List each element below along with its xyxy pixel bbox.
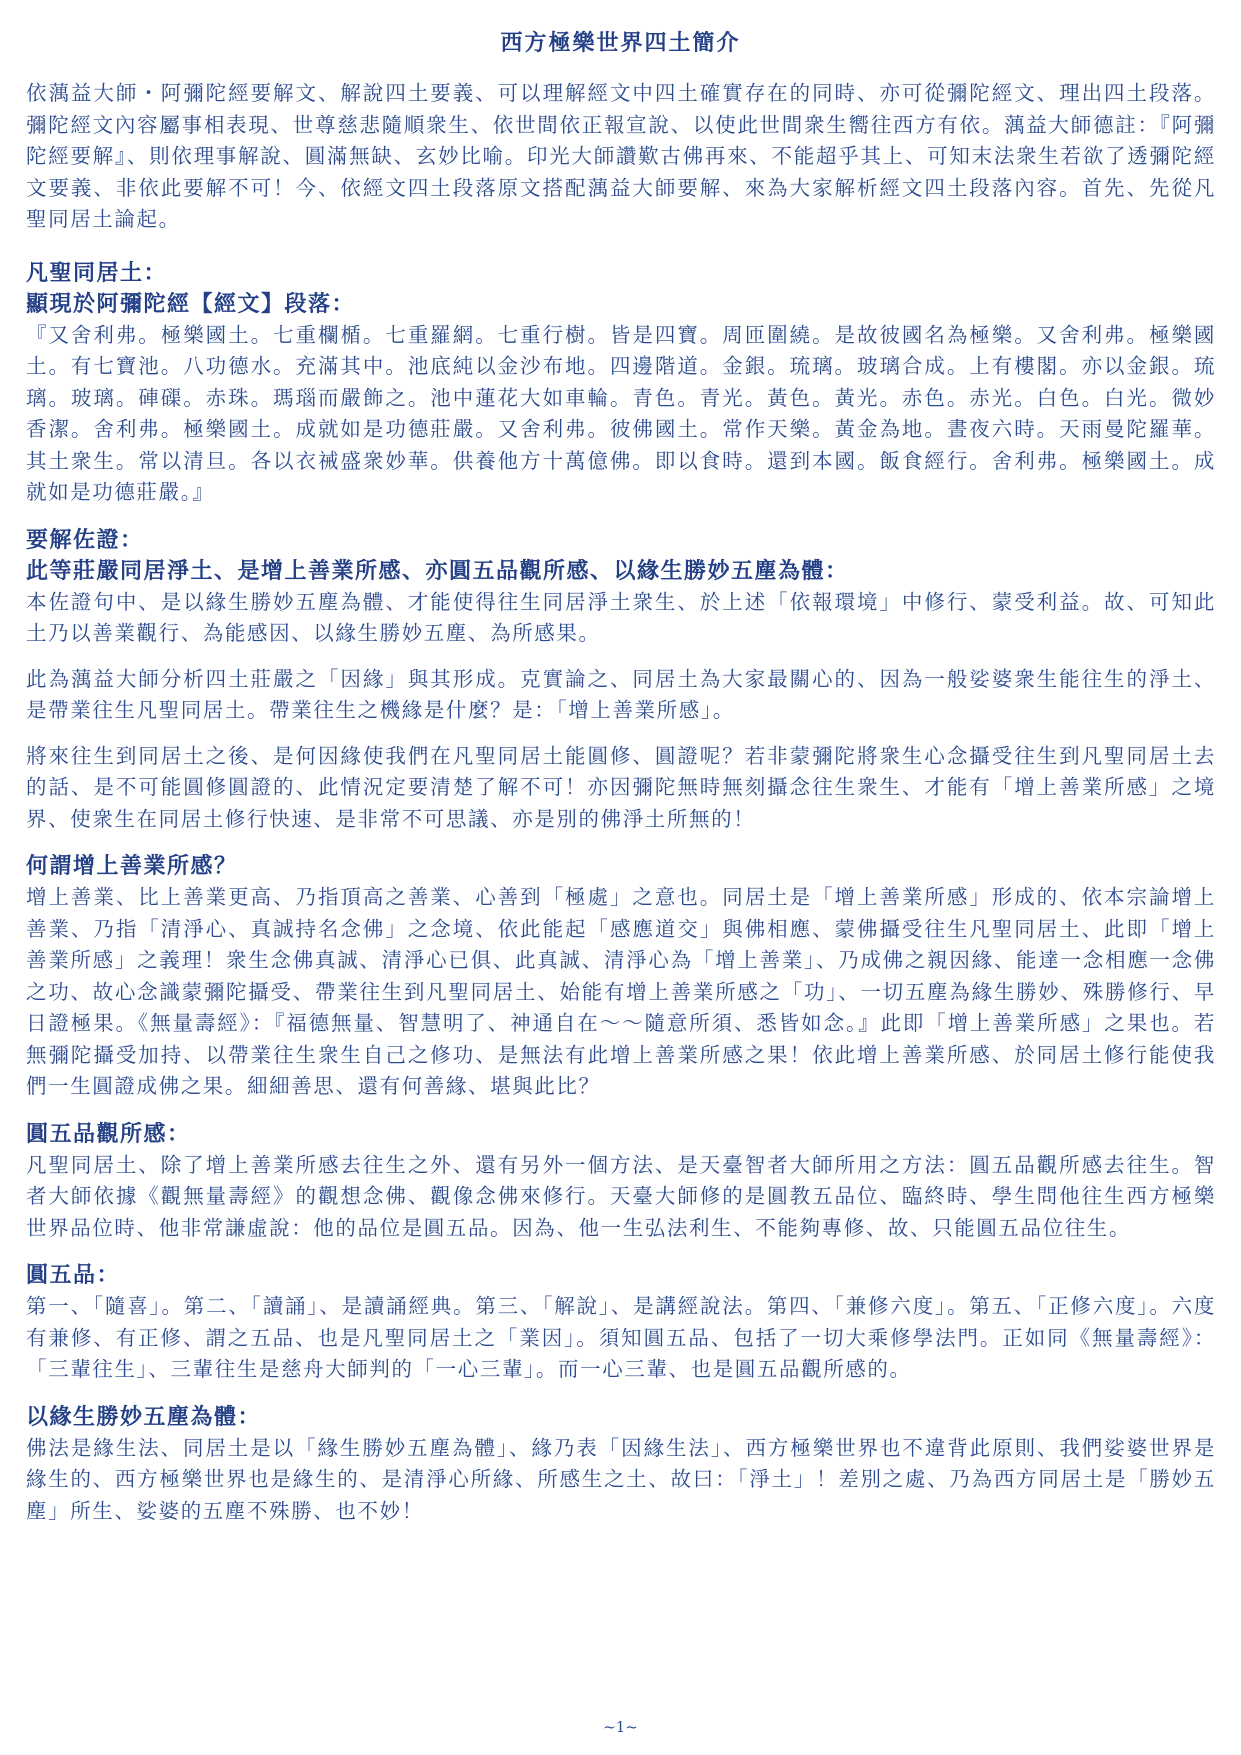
sutra-paragraph: 『又舍利弗。極樂國土。七重欄楯。七重羅網。七重行樹。皆是四寶。周匝圍繞。是故彼國名為極樂。又舍利弗。極樂國土。有七寶池。八功德水。充滿其中。池底純以金沙布地。四邊階道。金銀。琉璃。玻璃合成。上有樓閣。亦以金銀。琉璃。玻璃。硨磲。赤珠。瑪瑙而嚴飾之。池中蓮花大如車輪。青色。青光。黃色。黃光。赤色。赤光。白色。白光。微妙香潔。舍利弗。極樂國土。成就如是功德莊嚴。又舍利弗。彼佛國土。常作天樂。黃金為地。晝夜六時。天雨曼陀羅華。其土衆生。常以清旦。各以衣祴盛衆妙華。供養他方十萬億佛。即以食時。還到本國。飯食經行。舍利弗。極樂國土。成就如是功德莊嚴。』	[26, 322, 1216, 504]
spacer	[26, 727, 1216, 741]
yaojie-paragraph-3: 將來往生到同居土之後、是何因緣使我們在凡聖同居土能圓修、圓證呢？若非蒙彌陀將衆生心念攝受往生到凡聖同居土去的話、是不可能圓修圓證的、此情況定要清楚了解不可！亦因彌陀無時無刻攝念往生衆生、才能有「增上善業所感」之境界、使衆生在同居土修行快速、是非常不可思議、亦是別的佛淨土所無的！	[26, 743, 1216, 831]
spacer	[26, 650, 1216, 664]
section-heading-wuchen: 以緣生勝妙五塵為體：	[26, 1403, 262, 1430]
wupin-guan-paragraph: 凡聖同居土、除了增上善業所感去往生之外、還有另外一個方法、是天臺智者大師所用之方法：圓五品觀所感去往生。智者大師依據《觀無量壽經》的觀想念佛、觀像念佛來修行。天臺大師修的是圓教五品位、臨終時、學生問他往生西方極樂世界品位時、他非常謙虛說：他的品位是圓五品。因為、他一生弘法利生、不能夠專修、故、只能圓五品位往生。	[26, 1152, 1216, 1240]
page-title: 西方極樂世界四土簡介	[500, 30, 741, 56]
spacer	[26, 1244, 1216, 1260]
zengshang-paragraph: 增上善業、比上善業更高、乃指頂高之善業、心善到「極處」之意也。同居土是「增上善業所感」形成的、依本宗論增上善業、乃指「清淨心、真誠持名念佛」之念境、依此能起「感應道交」與佛相應、蒙佛攝受往生凡聖同居土、此即「增上善業所感」之義理！衆生念佛真誠、清淨心已俱、此真誠、清淨心為「增上善業」、乃成佛之親因緣、能達一念相應一念佛之功、故心念識蒙彌陀攝受、帶業往生到凡聖同居土、始能有增上善業所感之「功」、一切五塵為緣生勝妙、殊勝修行、早日證極果。《無量壽經》：『福德無量、智慧明了、神通自在～～隨意所須、悉皆如念。』此即「增上善業所感」之果也。若無彌陀攝受加持、以帶業往生衆生自己之修功、是無法有此增上善業所感之果！依此增上善業所感、於同居土修行能使我們一生圓證成佛之果。細細善思、還有何善緣、堪與此比？	[26, 885, 1216, 1098]
section-subheading-sutra: 顯現於阿彌陀經【經文】段落：	[26, 290, 356, 317]
document-body	[26, 78, 1216, 1527]
spacer	[26, 835, 1216, 851]
intro-paragraph: 依蕅益大師・阿彌陀經要解文、解說四土要義、可以理解經文中四土確實存在的同時、亦可從彌陀經文、理出四土段落。彌陀經文內容屬事相表現、世尊慈悲隨順衆生、依世間依正報宣說、以使此世間衆生嚮往西方有依。蕅益大師德註：『阿彌陀經要解』、則依理事解說、圓滿無缺、玄妙比喻。印光大師讚歎古佛再來、不能超乎其上、可知末法衆生若欲了透彌陀經文要義、非依此要解不可！今、依經文四土段落原文搭配蕅益大師要解、來為大家解析經文四土段落內容。首先、先從凡聖同居土論起。	[26, 81, 1216, 231]
section-heading-zengshang: 何謂增上善業所感？	[26, 853, 238, 879]
spacer	[26, 509, 1216, 525]
yaojie-paragraph-2: 此為蕅益大師分析四土莊嚴之「因緣」與其形成。克實論之、同居土為大家最關心的、因為一般娑婆衆生能往生的淨土、是帶業往生凡聖同居土。帶業往生之機緣是什麼？是：「增上善業所感」。	[26, 666, 1216, 722]
yaojie-paragraph-1: 本佐證句中、是以緣生勝妙五塵為體、才能使得往生同居淨土衆生、於上述「依報環境」中修行、蒙受利益。故、可知此土乃以善業觀行、為能感因、以緣生勝妙五塵、為所感果。	[26, 589, 1216, 645]
section-heading-wupin: 圓五品：	[26, 1262, 121, 1288]
wuchen-paragraph: 佛法是緣生法、同居土是以「緣生勝妙五塵為體」、緣乃表「因緣生法」、西方極樂世界也不違背此原則、我們娑婆世界是緣生的、西方極樂世界也是緣生的、是清淨心所緣、所感生之土、故曰：「淨土」！差別之處、乃為西方同居土是「勝妙五塵」所生、娑婆的五塵不殊勝、也不妙！	[26, 1435, 1216, 1523]
section-heading-yaojie: 要解佐證：	[26, 526, 144, 553]
spacer	[26, 1386, 1216, 1402]
section-subheading-yaojie: 此等莊嚴同居淨土、是增上善業所感、亦圓五品觀所感、以緣生勝妙五塵為體：	[26, 557, 849, 584]
wupin-paragraph: 第一、「隨喜」。第二、「讀誦」、是讀誦經典。第三、「解說」、是講經說法。第四、「兼修六度」。第五、「正修六度」。六度有兼修、有正修、謂之五品、也是凡聖同居土之「業因」。須知圓五品、包括了一切大乘修學法門。正如同《無量壽經》：「三輩往生」、三輩往生是慈舟大師判的「一心三輩」。而一心三輩、也是圓五品觀所感的。	[26, 1294, 1216, 1381]
spacer	[26, 1103, 1216, 1119]
spacer	[26, 236, 1216, 258]
page-number: ~1~	[603, 1718, 638, 1736]
section-heading-wupin-guan: 圓五品觀所感：	[26, 1120, 191, 1147]
section-heading-tongju: 凡聖同居土：	[26, 259, 168, 286]
